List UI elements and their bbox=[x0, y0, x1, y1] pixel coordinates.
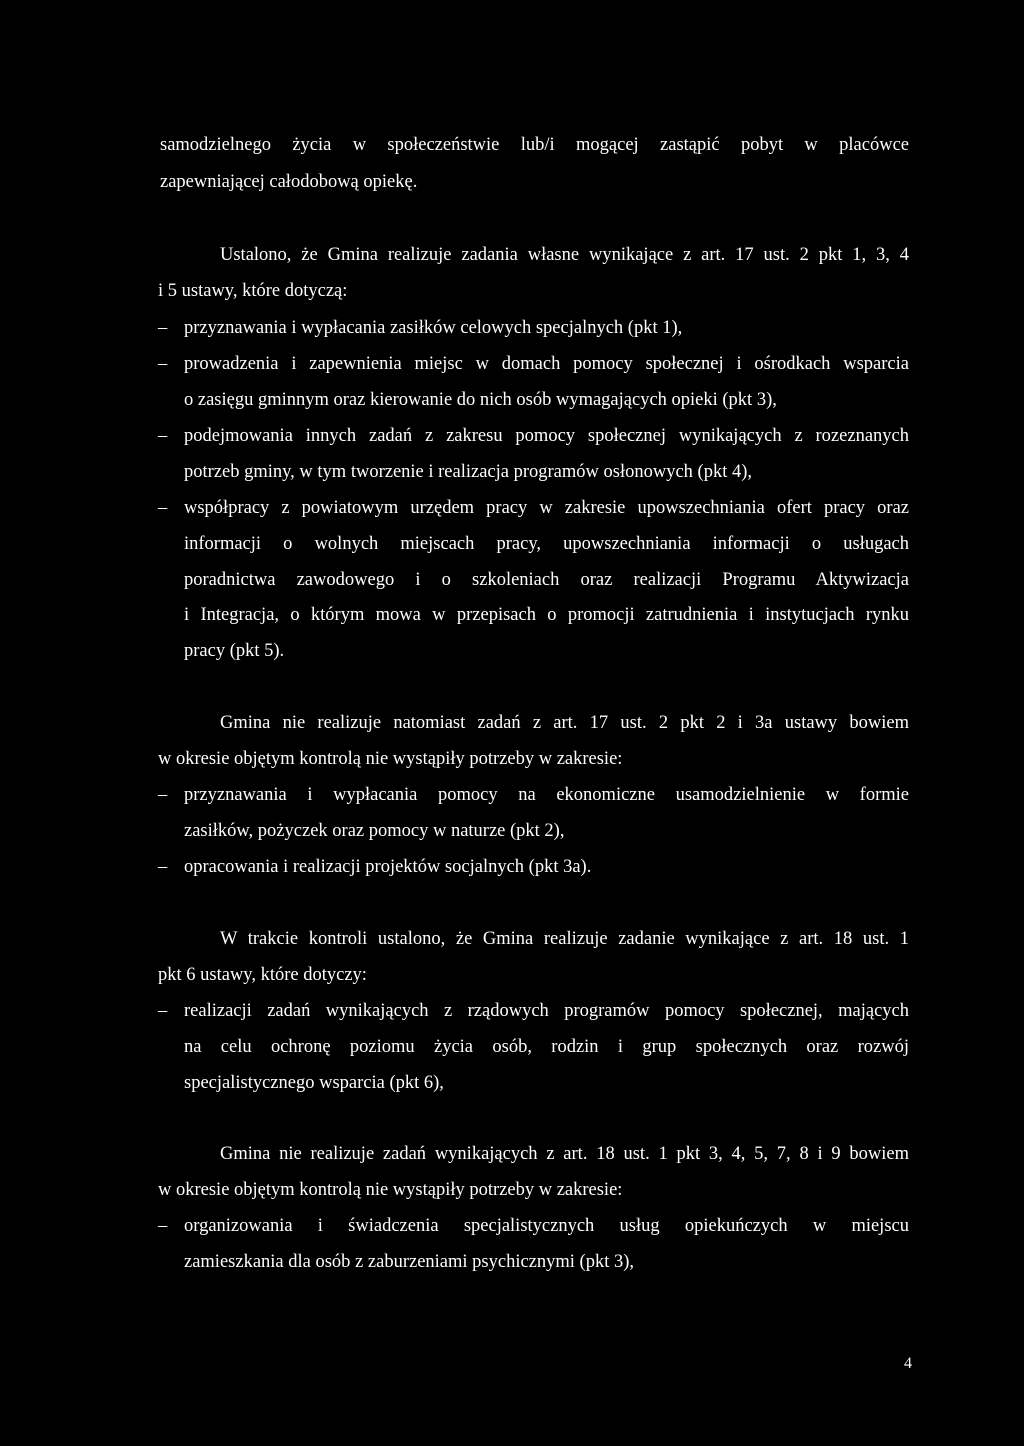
page-number: 4 bbox=[904, 1355, 912, 1372]
body-text-line: w okresie objętym kontrolą nie wystąpiły potrzeby w zakresie: bbox=[158, 749, 623, 769]
list-item-line: opracowania i realizacji projektów socjalnych (pkt 3a). bbox=[184, 857, 592, 877]
list-item-line: współpracy z powiatowym urzędem pracy w zakresie upowszechniania ofert pracy oraz bbox=[184, 498, 909, 518]
paragraph-first-line: W trakcie kontroli ustalono, że Gmina realizuje zadanie wynikające z art. 18 ust. 1 bbox=[220, 929, 909, 949]
list-item-line: realizacji zadań wynikających z rządowych programów pomocy społecznej, mających bbox=[184, 1001, 909, 1021]
body-text-line: samodzielnego życia w społeczeństwie lub/i mogącej zastąpić pobyt w placówce bbox=[160, 135, 909, 155]
body-text-line: pkt 6 ustawy, które dotyczy: bbox=[158, 965, 367, 985]
list-dash: – bbox=[158, 857, 168, 877]
list-dash: – bbox=[158, 426, 168, 446]
list-item-line: na celu ochronę poziomu życia osób, rodzin i grup społecznych oraz rozwój bbox=[184, 1037, 909, 1057]
list-item-line: organizowania i świadczenia specjalistycznych usług opiekuńczych w miejscu bbox=[184, 1216, 909, 1236]
list-dash: – bbox=[158, 354, 168, 374]
paragraph-first-line: Ustalono, że Gmina realizuje zadania własne wynikające z art. 17 ust. 2 pkt 1, 3, 4 bbox=[220, 245, 909, 265]
list-item-line: zasiłków, pożyczek oraz pomocy w naturze (pkt 2), bbox=[184, 821, 565, 841]
body-text-line: i 5 ustawy, które dotyczą: bbox=[158, 281, 348, 301]
list-dash: – bbox=[158, 1001, 168, 1021]
list-item-line: zamieszkania dla osób z zaburzeniami psychicznymi (pkt 3), bbox=[184, 1252, 634, 1272]
list-dash: – bbox=[158, 498, 168, 518]
list-item-line: potrzeb gminy, w tym tworzenie i realizacja programów osłonowych (pkt 4), bbox=[184, 462, 753, 482]
paragraph-first-line: Gmina nie realizuje natomiast zadań z art. 17 ust. 2 pkt 2 i 3a ustawy bowiem bbox=[220, 713, 909, 733]
list-item-line: podejmowania innych zadań z zakresu pomocy społecznej wynikających z rozeznanych bbox=[184, 426, 909, 446]
list-item-line: i Integracja, o którym mowa w przepisach o promocji zatrudnienia i instytucjach rynku bbox=[184, 605, 909, 625]
list-dash: – bbox=[158, 785, 168, 805]
list-item-line: poradnictwa zawodowego i o szkoleniach oraz realizacji Programu Aktywizacja bbox=[184, 570, 909, 590]
list-dash: – bbox=[158, 1216, 168, 1236]
list-item-line: informacji o wolnych miejscach pracy, upowszechniania informacji o usługach bbox=[184, 534, 909, 554]
list-item-line: przyznawania i wypłacania pomocy na ekonomiczne usamodzielnienie w formie bbox=[184, 785, 909, 805]
list-dash: – bbox=[158, 318, 168, 338]
list-item-line: przyznawania i wypłacania zasiłków celowych specjalnych (pkt 1), bbox=[184, 318, 683, 338]
list-item-line: pracy (pkt 5). bbox=[184, 641, 285, 661]
body-text-line: zapewniającej całodobową opiekę. bbox=[160, 172, 418, 192]
list-item-line: specjalistycznego wsparcia (pkt 6), bbox=[184, 1073, 444, 1093]
list-item-line: prowadzenia i zapewnienia miejsc w domach pomocy społecznej i ośrodkach wsparcia bbox=[184, 354, 909, 374]
body-text-line: w okresie objętym kontrolą nie wystąpiły potrzeby w zakresie: bbox=[158, 1180, 623, 1200]
paragraph-first-line: Gmina nie realizuje zadań wynikających z art. 18 ust. 1 pkt 3, 4, 5, 7, 8 i 9 bowiem bbox=[220, 1144, 909, 1164]
list-item-line: o zasięgu gminnym oraz kierowanie do nich osób wymagających opieki (pkt 3), bbox=[184, 390, 777, 410]
